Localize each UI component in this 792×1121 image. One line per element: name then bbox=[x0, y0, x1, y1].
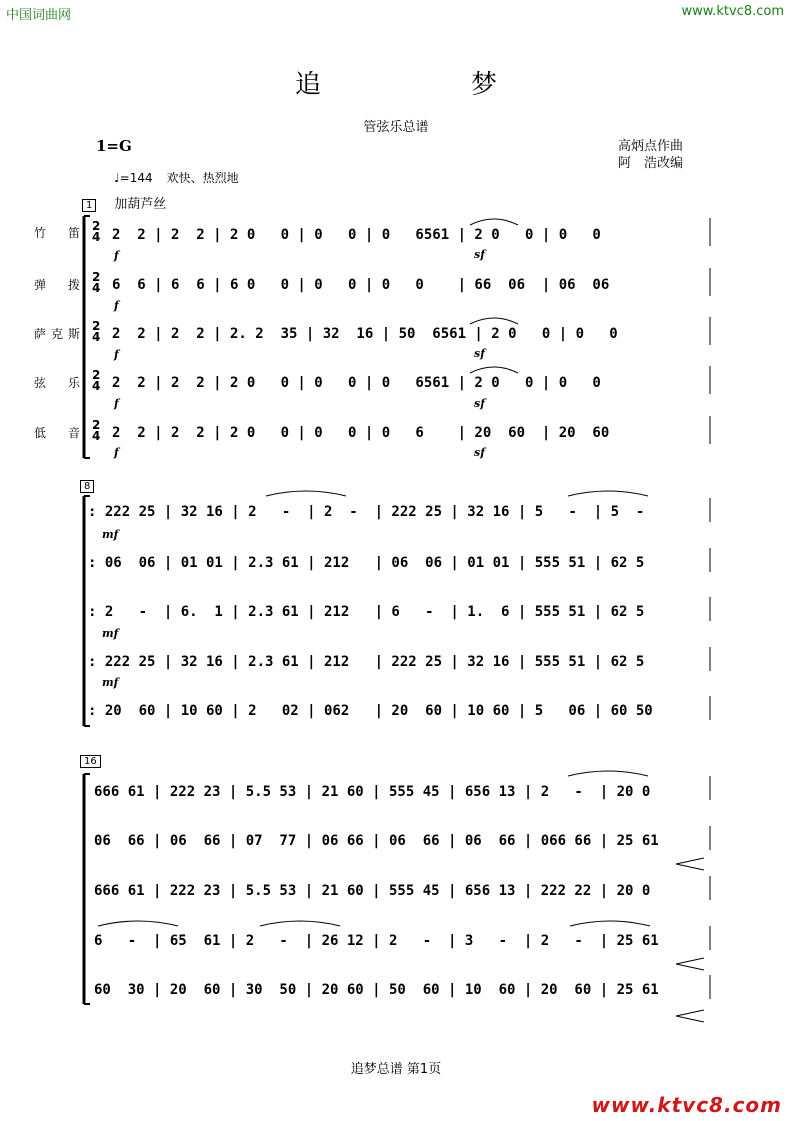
instrument-saxophone: 萨克斯 bbox=[34, 327, 80, 341]
staff-sax-1: 2 2 | 2 2 | 2. 2 35 | 32 16 | 50 6561 | 2 0 0 | 0 0 bbox=[112, 326, 618, 342]
staff-dizi-3: 666 61 | 222 23 | 5.5 53 | 21 60 | 555 45 | 656 13 | 2 - | 20 0 bbox=[94, 784, 651, 800]
tempo-bpm: ♩=144 bbox=[114, 171, 153, 185]
site-name-left[interactable]: 中国词曲网 bbox=[6, 8, 72, 23]
staff-sax-3: 666 61 | 222 23 | 5.5 53 | 21 60 | 555 45 | 656 13 | 222 22 | 20 0 bbox=[94, 883, 651, 899]
dynamic-mf: mf bbox=[102, 528, 119, 541]
dynamic-f: f bbox=[114, 249, 119, 262]
page-title: 追梦 bbox=[294, 70, 647, 100]
dynamic-f: f bbox=[114, 397, 119, 410]
staff-bass-3: 60 30 | 20 60 | 30 50 | 20 60 | 50 60 | 10 60 | 20 60 | 25 61 bbox=[94, 982, 659, 998]
composer: 高炳点作曲 bbox=[618, 139, 684, 154]
instrument-tanbo: 弹拨 bbox=[34, 278, 80, 292]
rehearsal-mark: 16 bbox=[80, 755, 101, 768]
staff-strings-2: : 222 25 | 32 16 | 2.3 61 | 212 | 222 25 | 32 16 | 555 51 | 62 5 bbox=[88, 654, 645, 670]
staff-tanbo-2: : 06 06 | 01 01 | 2.3 61 | 212 | 06 06 | 01 01 | 555 51 | 62 5 bbox=[88, 555, 645, 571]
staff-strings-3: 6 - | 65 61 | 2 - | 26 12 | 2 - | 3 - | 2 - | 25 61 bbox=[94, 933, 659, 949]
staff-tanbo-1: 6 6 | 6 6 | 6 0 0 | 0 0 | 0 0 | 66 06 | 06 06 bbox=[112, 277, 610, 293]
instrument-dizi: 竹笛 bbox=[34, 226, 80, 240]
dynamic-sf: sf bbox=[474, 446, 485, 459]
dynamic-f: f bbox=[114, 446, 119, 459]
tempo-expression: 欢快、热烈地 bbox=[166, 171, 239, 185]
time-signature: 2 4 bbox=[92, 219, 101, 244]
staff-sax-2: : 2 - | 6. 1 | 2.3 61 | 212 | 6 - | 1. 6 | 555 51 | 62 5 bbox=[88, 604, 645, 620]
key-signature: 1=G bbox=[96, 137, 132, 155]
score-subtitle: 管弦乐总谱 bbox=[363, 120, 429, 135]
arranger: 阿 浩改编 bbox=[618, 156, 684, 171]
rehearsal-mark: 1 bbox=[82, 199, 96, 212]
rehearsal-label: 加葫芦丝 bbox=[114, 197, 167, 212]
instrument-bass: 低音 bbox=[34, 426, 80, 440]
staff-dizi-2: : 222 25 | 32 16 | 2 - | 2 - | 222 25 | 32 16 | 5 - | 5 - bbox=[88, 504, 645, 520]
watermark-url[interactable]: www.ktvc8.com bbox=[591, 1093, 782, 1117]
site-url-right[interactable]: www.ktvc8.com bbox=[681, 4, 784, 19]
staff-strings-1: 2 2 | 2 2 | 2 0 0 | 0 0 | 0 6561 | 2 0 0 | 0 0 bbox=[112, 375, 601, 391]
dynamic-sf: sf bbox=[474, 397, 485, 410]
time-signature: 2 4 bbox=[92, 270, 101, 295]
dynamic-mf: mf bbox=[102, 627, 119, 640]
dynamic-f: f bbox=[114, 348, 119, 361]
time-signature: 2 4 bbox=[92, 319, 101, 344]
staff-bass-2: : 20 60 | 10 60 | 2 02 | 062 | 20 60 | 10 60 | 5 06 | 60 50 bbox=[88, 703, 653, 719]
page-footer: 追梦总谱 第1页 bbox=[350, 1062, 442, 1077]
time-signature: 2 4 bbox=[92, 418, 101, 443]
instrument-strings: 弦乐 bbox=[34, 376, 80, 390]
staff-tanbo-3: 06 66 | 06 66 | 07 77 | 06 66 | 06 66 | 06 66 | 066 66 | 25 61 bbox=[94, 833, 659, 849]
staff-bass-1: 2 2 | 2 2 | 2 0 0 | 0 0 | 0 6 | 20 60 | 20 60 bbox=[112, 425, 610, 441]
dynamic-mf: mf bbox=[102, 676, 119, 689]
time-signature: 2 4 bbox=[92, 368, 101, 393]
dynamic-sf: sf bbox=[474, 248, 485, 261]
staff-dizi-1: 2 2 | 2 2 | 2 0 0 | 0 0 | 0 6561 | 2 0 0 | 0 0 bbox=[112, 227, 601, 243]
rehearsal-mark: 8 bbox=[80, 480, 94, 493]
dynamic-sf: sf bbox=[474, 347, 485, 360]
dynamic-f: f bbox=[114, 299, 119, 312]
